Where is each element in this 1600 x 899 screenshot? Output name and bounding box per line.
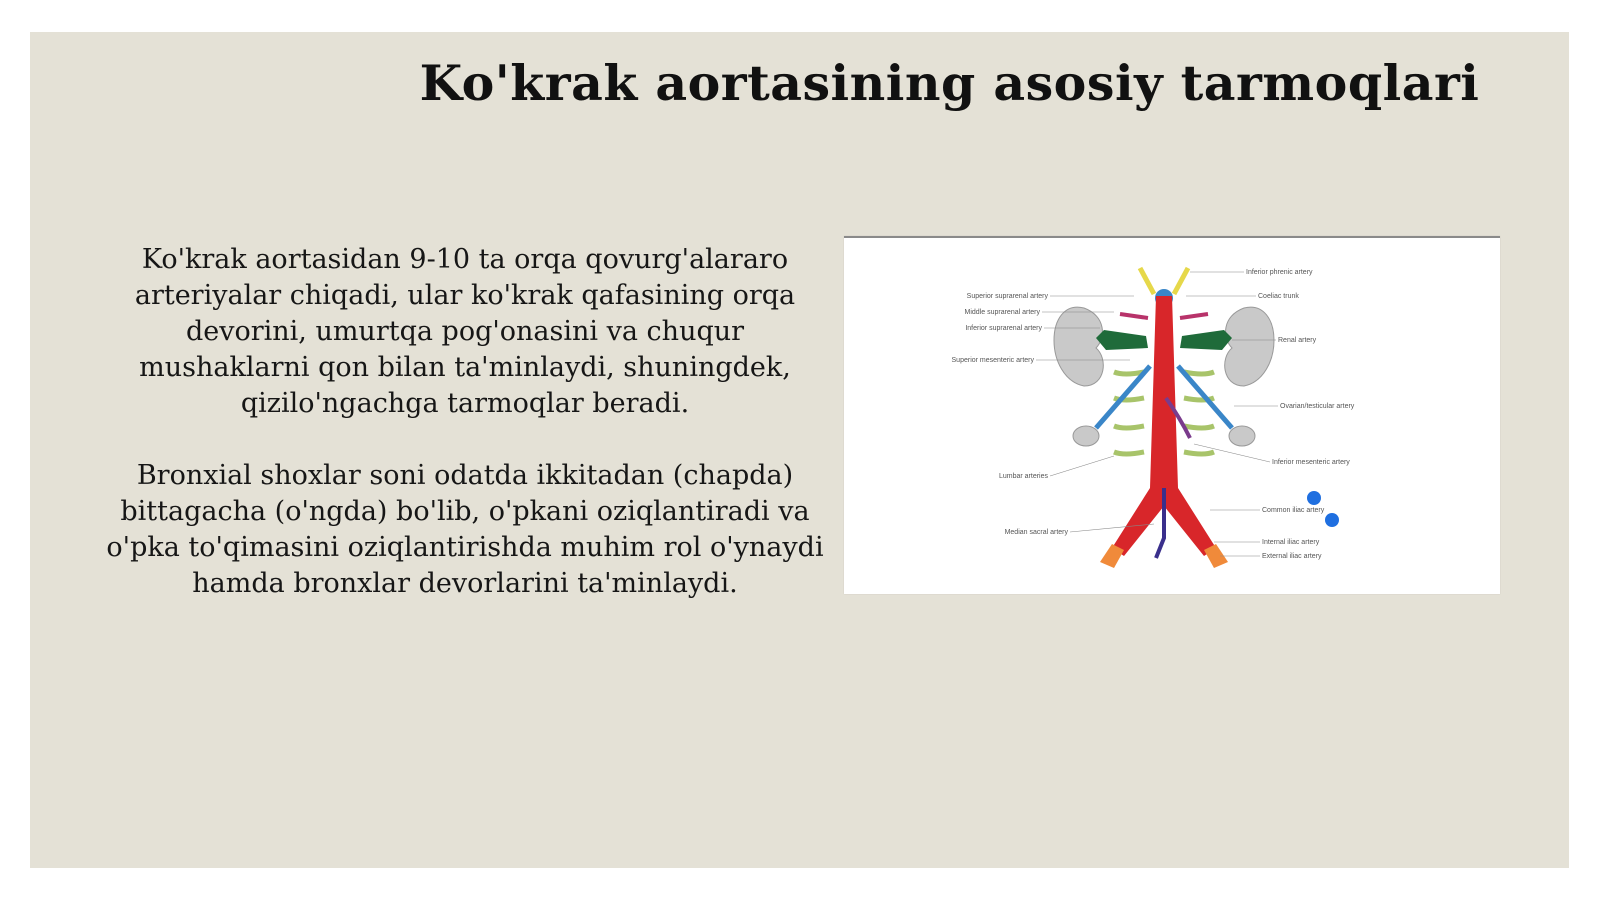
paragraph-intercostal: Ko'krak aortasidan 9-10 ta orqa qovurg'alararo arteriyalar chiqadi, ular ko'krak qafasining orqa devorini, umurtqa pog'onasini va chuqur mushaklarni qon bilan ta'minlaydi, shuningdek, qizilo'ngachga tarmoqlar beradi. <box>134 244 796 419</box>
label-renal-artery: Renal artery <box>1278 337 1317 344</box>
slide <box>30 32 1569 868</box>
label-superior-mesenteric: Superior mesenteric artery <box>951 357 1034 364</box>
label-lumbar-arteries: Lumbar arteries <box>998 473 1048 480</box>
marker-dot-1[interactable] <box>1307 491 1321 505</box>
diagram-svg <box>844 238 1500 594</box>
body-text <box>100 242 830 638</box>
label-inferior-mesenteric: Inferior mesenteric artery <box>1272 459 1350 466</box>
right-gonad <box>1229 426 1255 446</box>
label-common-iliac: Common iliac artery <box>1262 507 1325 514</box>
label-external-iliac: External iliac artery <box>1262 553 1322 560</box>
label-inferior-suprarenal: Inferior suprarenal artery <box>965 325 1042 332</box>
left-gonad <box>1073 426 1099 446</box>
label-ovarian-testicular: Ovarian/testicular artery <box>1280 403 1355 410</box>
label-inferior-phrenic: Inferior phrenic artery <box>1246 269 1313 276</box>
label-median-sacral: Median sacral artery <box>1004 529 1068 536</box>
marker-dot-2[interactable] <box>1325 513 1339 527</box>
label-internal-iliac: Internal iliac artery <box>1262 539 1320 546</box>
left-kidney <box>1054 307 1103 386</box>
slide-title: Ko'krak aortasining asosiy tarmoqlari <box>419 54 1480 112</box>
label-coeliac-trunk: Coeliac trunk <box>1258 293 1299 300</box>
label-middle-suprarenal: Middle suprarenal artery <box>964 309 1040 316</box>
right-kidney <box>1225 307 1274 386</box>
paragraph-bronchial: Bronxial shoxlar soni odatda ikkitadan (chapda) bittagacha (o'ngda) bo'lib, o'pkani oziqlantiradi va o'pka to'qimasini oziqlantirishda muhim rol o'ynaydi hamda bronxlar devorlarini ta'minlaydi. <box>106 460 824 599</box>
abdominal-aorta-diagram[interactable] <box>844 236 1500 594</box>
label-superior-suprarenal: Superior suprarenal artery <box>966 293 1048 300</box>
